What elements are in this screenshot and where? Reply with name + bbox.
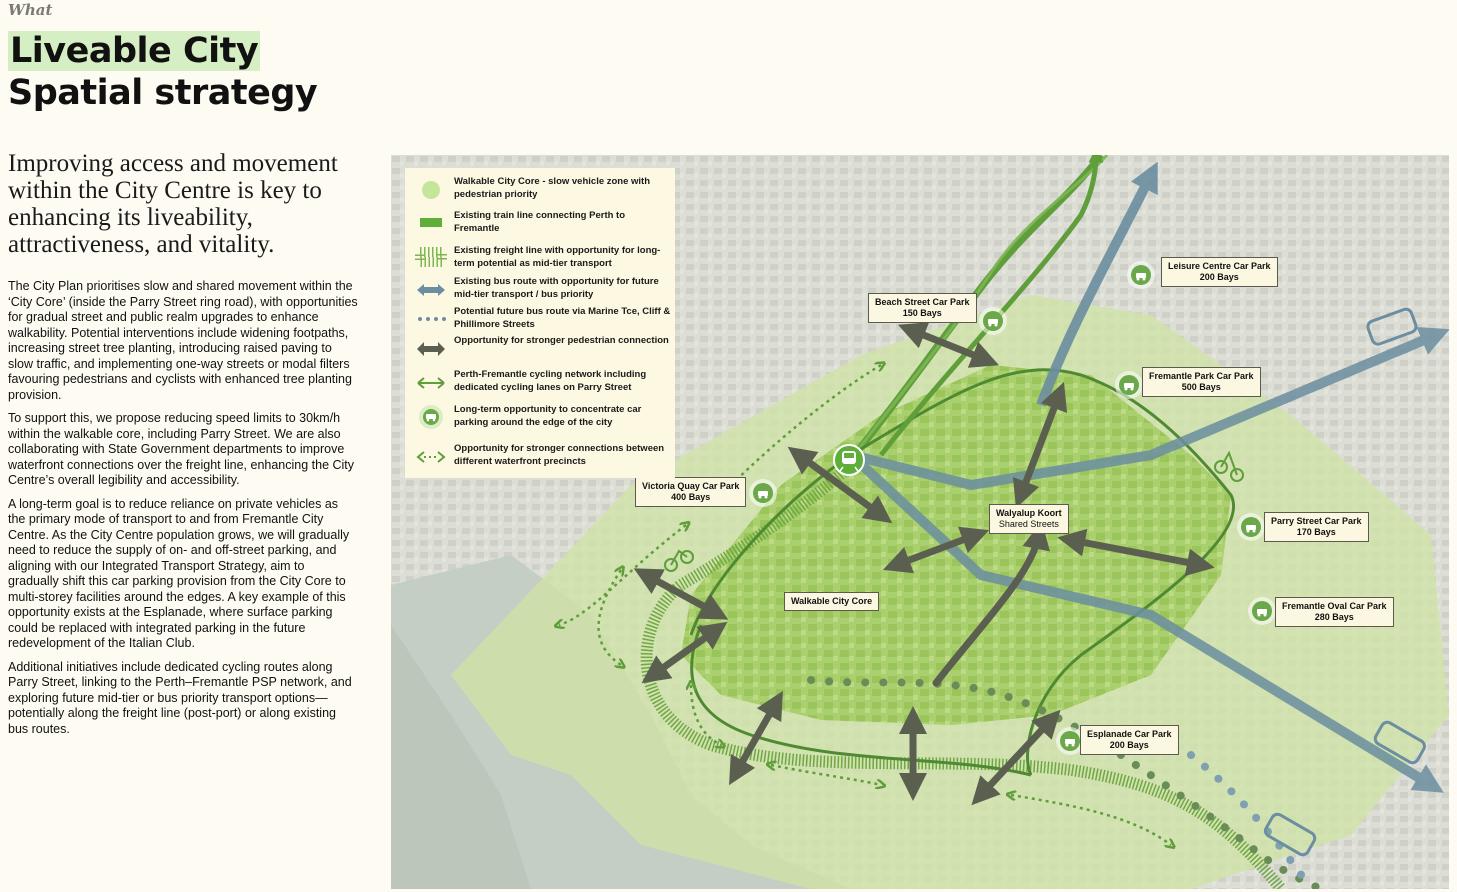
page-title <box>8 30 317 114</box>
title-line-1: Liveable City <box>10 31 259 71</box>
pedestrian-arrow-icon <box>415 337 447 361</box>
car-park-icon <box>753 483 773 503</box>
car-park-icon <box>415 404 447 428</box>
body-paragraph: Additional initiatives include dedicated cycling routes along Parry Street, linking to the Perth–Fremantle PSP network, and exploring future mid-tier or bus priority transport options—potentially along the freight line (post-port) or along existing bus routes. <box>8 659 352 736</box>
green-dot-icon <box>415 178 447 202</box>
body-paragraph: A long-term goal is to reduce reliance on private vehicles as the primary mode of transport to and from Fremantle City Centre. As the City Centre population grows, we will gradually need to reduce the supply of on- and off-street parking, and aligning with our Integrated Transport Strategy, aim to gradually shift this car parking provision from the City Core to multi-storey facilities around the edges. A key example of this opportunity exists at the Esplanade, where surface parking could be replaced with integrated parking in the future redevelopment of the Italian Club. <box>8 496 350 650</box>
car-park-label: Beach Street Car Park 150 Bays <box>868 293 977 323</box>
car-park-label: Parry Street Car Park 170 Bays <box>1264 512 1369 542</box>
bus-route-arrow-icon <box>415 278 447 302</box>
car-park-label: Victoria Quay Car Park 400 Bays <box>635 477 746 507</box>
car-park-label: Esplanade Car Park 200 Bays <box>1080 725 1179 755</box>
car-park-icon <box>1252 601 1272 621</box>
title-line-2: Spatial strategy <box>8 73 318 113</box>
section-eyebrow: What <box>8 1 53 19</box>
car-park-icon <box>1060 731 1080 751</box>
cycling-arrow-icon <box>415 371 447 395</box>
car-park-label: Fremantle Park Car Park 500 Bays <box>1142 367 1261 397</box>
car-park-label: Leisure Centre Car Park 200 Bays <box>1161 257 1278 287</box>
map-legend: Walkable City Core - slow vehicle zone with pedestrian priority Existing train line connecting Perth to Fremantle Existing freight line with opportunity for long-term potential as mid-tier transport Existing bus route with opportunity for future mid-tier transport / bus priority Potential future bus route via Marine Tce, Cliff & Phillimore Streets Opportunity for stronger pedestrian connection Perth-Fremantle cycling network including dedicated cycling lanes on Parry Street Long-term opportunity to concentrate car parking around the edge of the city Opportunity for stronger connections between different waterfront precincts <box>405 168 675 478</box>
car-park-label: Fremantle Oval Car Park 280 Bays <box>1275 597 1394 627</box>
freight-line-icon <box>415 245 447 269</box>
body-paragraph: The City Plan prioritises slow and shared movement within the ‘City Core’ (inside the Parry Street ring road), with opportunities for gradual street and public realm upgrades to enhance walkability. Potential interventions include widening footpaths, increasing street tree planting, introducing raised paving to slow traffic, and implementing one-way streets or modal filters favouring pedestrians and cyclists with enhanced tree planting provision. <box>8 279 358 402</box>
body-paragraph: To support this, we propose reducing speed limits to 30km/h within the walkable core, including Parry Street. We are also collaborating with State Government departments to improve waterfront connections over the freight line, enhancing the City Centre’s overall legibility and accessibility. <box>8 411 355 487</box>
dotted-bus-route-icon <box>415 307 447 331</box>
train-station-icon <box>834 445 864 475</box>
car-park-icon <box>983 311 1003 331</box>
lead-paragraph: Improving access and movement within the City Centre is key to enhancing its liveability, attractiveness, and vitality. <box>8 150 338 258</box>
train-line-icon <box>415 210 447 234</box>
body-text <box>8 279 358 745</box>
walyalup-koort-label: Walyalup Koort Shared Streets <box>989 504 1069 534</box>
waterfront-arrow-icon <box>415 445 447 469</box>
car-park-icon <box>1119 375 1139 395</box>
walkable-core-label: Walkable City Core <box>784 592 879 611</box>
car-park-icon <box>1241 517 1261 537</box>
car-park-icon <box>1131 265 1151 285</box>
